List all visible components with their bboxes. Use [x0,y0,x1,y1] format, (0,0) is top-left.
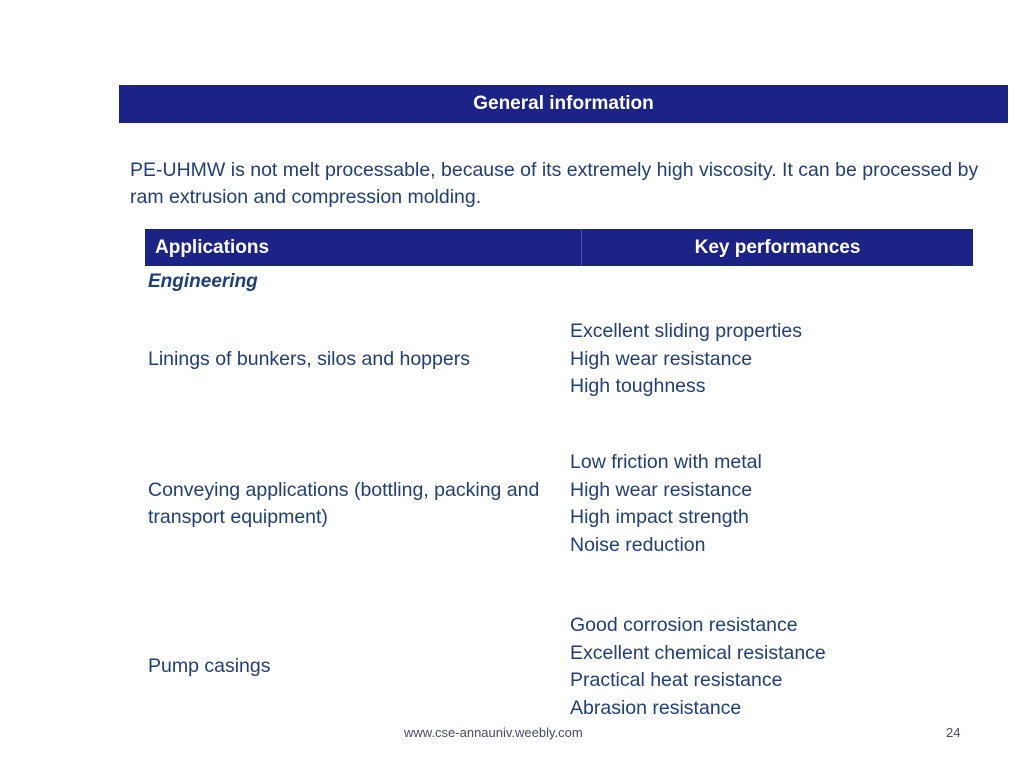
application-cell: Linings of bunkers, silos and hoppers [148,347,470,370]
performance-item: Excellent chemical resistance [570,641,826,664]
performances-column-header: Key performances [694,236,861,258]
table-row [148,449,978,559]
section-heading: Engineering [148,271,258,292]
applications-column-header: Applications [145,229,582,266]
table-row [148,318,978,401]
performance-item: Excellent sliding properties [570,320,802,343]
table-header [145,229,973,266]
performances-cell [570,318,978,401]
performance-item: Low friction with metal [570,451,762,473]
performance-item: High impact strength [570,506,749,528]
performance-item: High wear resistance [570,347,753,370]
performance-item: High wear resistance [570,478,753,501]
page-number: 24 [946,725,961,740]
performances-cell [570,612,978,722]
performance-item: High toughness [570,375,706,398]
footer-url: www.cse-annauniv.weebly.com [404,725,583,740]
performance-item: Abrasion resistance [570,696,742,719]
application-cell: Conveying applications (bottling, packing and transport equipment) [148,478,540,528]
application-cell: Pump casings [148,655,271,678]
performances-cell [570,449,978,559]
title-banner [119,85,1008,123]
table-row [148,612,978,722]
performance-item: Practical heat resistance [570,669,783,691]
page-title: General information [473,93,654,114]
intro-paragraph: PE-UHMW is not melt processable, because of its extremely high viscosity. It can be processed by ram extrusion and compression molding. [130,159,979,208]
performance-item: Good corrosion resistance [570,614,798,636]
performance-item: Noise reduction [570,533,706,556]
